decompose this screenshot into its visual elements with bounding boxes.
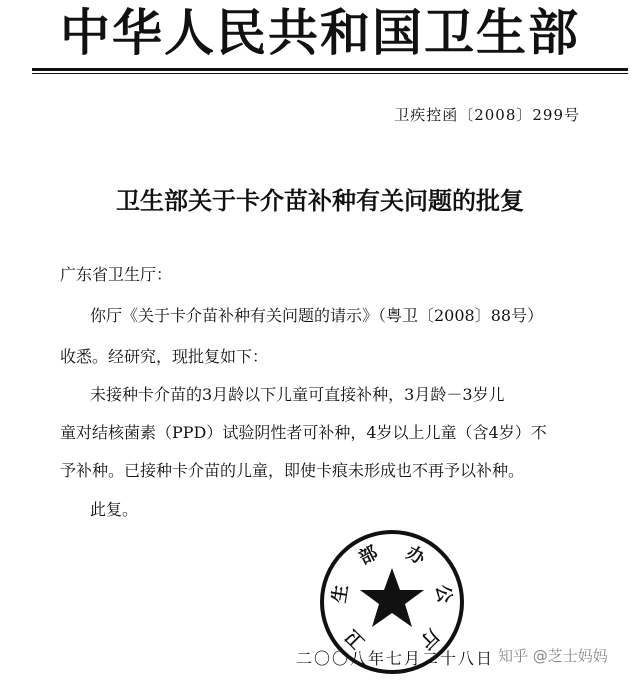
seal-character: 公 (431, 583, 456, 605)
header-divider-thin (32, 73, 628, 74)
paragraph-line: 未接种卡介苗的3月龄以下儿童可直接补种，3月龄－3岁儿 (90, 385, 505, 404)
document-number: 卫疾控函〔2008〕299号 (394, 106, 580, 124)
document-title: 卫生部关于卡介苗补种有关问题的批复 (116, 187, 524, 215)
seal-character: 部 (355, 542, 382, 570)
seal-character: 办 (402, 542, 429, 570)
header-divider-thick (32, 68, 628, 71)
agency-header: 中华人民共和国卫生部 (60, 4, 580, 62)
document-date: 二〇〇八年七月二十八日 (296, 649, 495, 668)
seal-character: 卫 (341, 624, 370, 653)
seal-star-icon (360, 568, 424, 627)
addressee: 广东省卫生厅： (60, 265, 173, 284)
closing-remark: 此复。 (90, 500, 139, 519)
paragraph-line: 你厅《关于卡介苗补种有关问题的请示》（粤卫〔2008〕88号） (90, 306, 544, 325)
seal-character: 生 (328, 583, 353, 605)
seal-character: 厅 (414, 624, 443, 653)
paragraph-line: 予补种。已接种卡介苗的儿童，即使卡痕未形成也不再予以补种。 (60, 461, 525, 480)
watermark-text: 知乎 @芝士妈妈 (498, 647, 608, 665)
paragraph-line: 收悉。经研究，现批复如下： (60, 347, 269, 366)
paragraph-line: 童对结核菌素（PPD）试验阴性者可补种，4岁以上儿童（含4岁）不 (60, 423, 547, 442)
